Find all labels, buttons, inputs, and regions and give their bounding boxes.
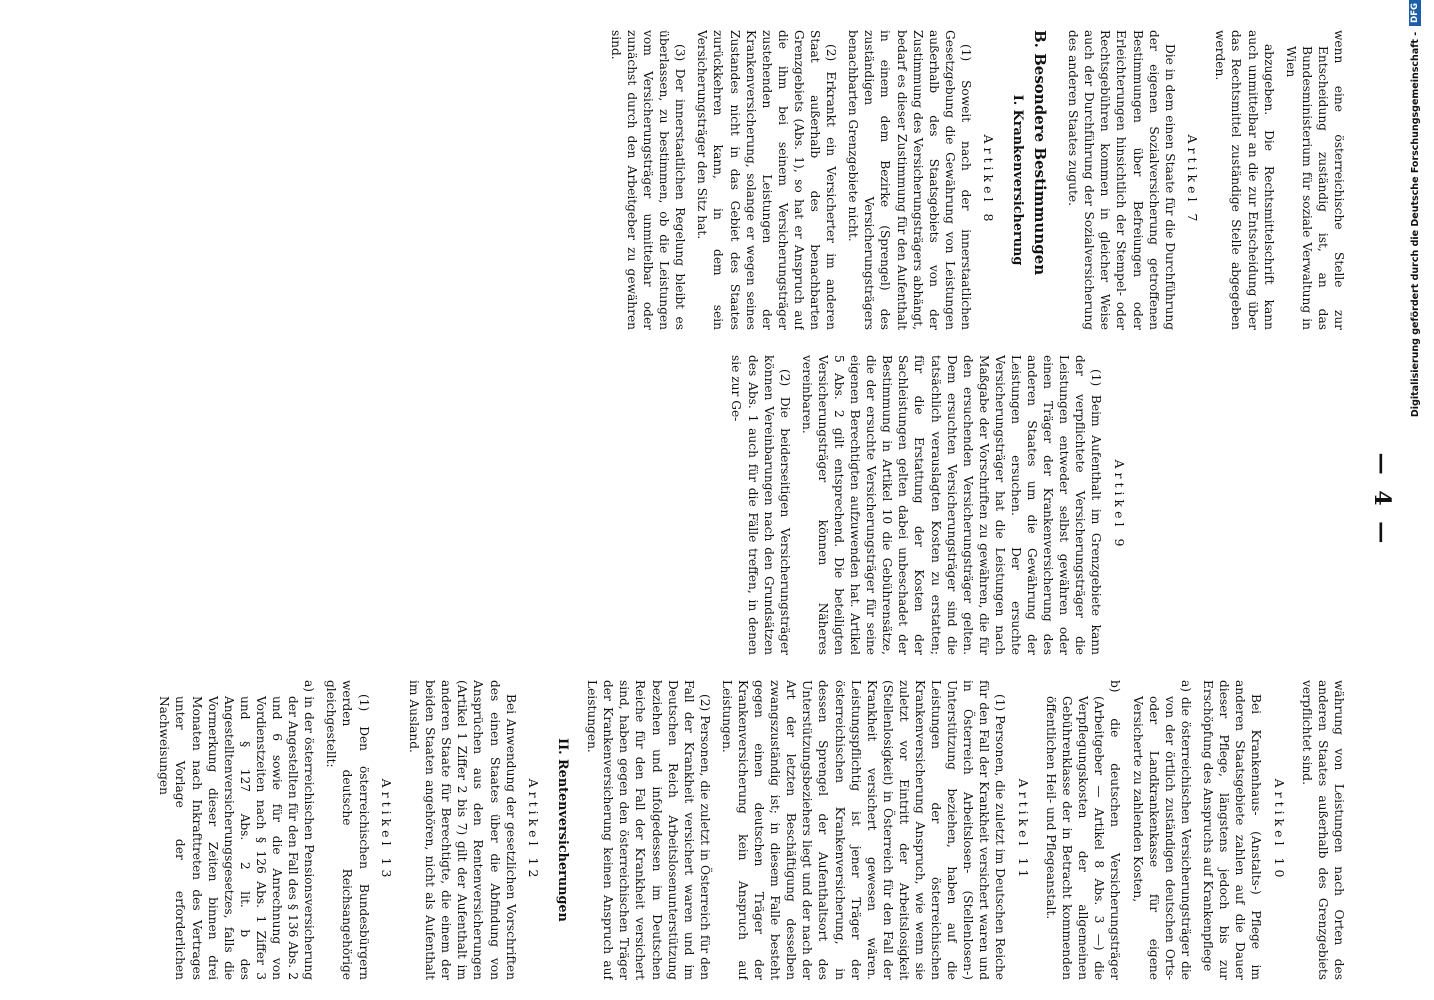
paragraph: (2) Personen, die zuletzt in Österreich für den Fall der Krankheit versichert waren und im Deutschen Reich Arbeitslosenunterstützung beziehen und infolgedessen im Deutschen Reiche für den Fall der Krankheit versichert sind, haben gegen den österreichischen Träger der Krankenversicherung keinen Anspruch auf Leistungen.	[585, 680, 712, 980]
article-heading: Artikel 9	[1112, 459, 1127, 551]
article-heading: Artikel 11	[1016, 778, 1031, 882]
text-columns	[127, 30, 1347, 980]
column-1	[127, 30, 1347, 330]
article-heading: Artikel 7	[1185, 134, 1201, 226]
paragraph: Bei Krankenhaus- (Anstalts-) Pflege im anderen Staatsgebiete zahlen auf die Dauer dieser Pflege, längstens jedoch bis zur Erschöpfung des Anspruchs auf Krankenpflege	[1200, 680, 1264, 980]
paragraph: (3) Der innerstaatlichen Regelung bleibt es überlassen, zu bestimmen, ob die Leistungen vom Versicherungsträger unmittelbar oder zunächst durch den Arbeitgeber zu gewähren sind.	[608, 30, 688, 330]
paragraph: (1) Beim Aufenthalt im Grenzgebiete kann der verpflichtete Versicherungsträger die Leistungen entweder selbst gewähren oder einen Träger der Krankenversicherung des anderen Staates um die Gewährung der Leistungen ersuchen. Der ersuchte Versicherungsträger hat die Leistungen nach Maßgabe der Vorschriften zu gewähren, die für den ersuchenden Versicherungsträger gelten. Dem ersuchten Versicherungsträger sind die tatsächlich verauslagten Kosten zu erstatten; für die Erstattung der Kosten der Sachleistungen gelten dabei unbeschadet der Bestimmung in Artikel 10 die Gebührensätze, die der ersuchte Versicherungsträger für seine eigenen Berechtigten aufzuwenden hat. Artikel 5 Abs. 2 gilt entsprechend. Die beteiligten Versicherungsträger können Näheres vereinbaren.	[799, 355, 1104, 655]
digitization-footer	[1396, 0, 1434, 1000]
paragraph: währung von Leistungen nach Orten des anderen Staates außerhalb des Grenzgebiets verpflichtet sind.	[1299, 680, 1346, 980]
list-item: a) die österreichischen Versicherungsträger die von der örtlich zuständigen deutschen Orts- oder Landkrankenkasse für eigene Versicherte zu zahlenden Kosten,	[1130, 680, 1193, 980]
list-item: a) in der österreichischen Pensionsversicherung der Angestellten für den Fall des § 136 Abs. 2 und 6 sowie für die Anrechnung von Vordienstzeiten nach § 126 Abs. 1 Ziffer 3 und § 127 Abs. 2 lit. b des Angestelltenversicherungsgesetzes, falls die Vormerkung dieser Zeiten binnen drei Monaten nach Inkrafttreten des Vertrages unter Vorlage der erforderlichen Nachweisungen	[157, 680, 317, 980]
subsection-heading: I. Krankenversicherung	[1010, 94, 1026, 266]
paragraph: abzugeben. Die Rechtsmittelschrift kann auch unmittelbar an die zur Entscheidung über das Rechtsmittel zuständige Stelle abgegeben werden.	[1213, 30, 1276, 330]
paragraph: wenn eine österreichische Stelle zur Entscheidung zuständig ist, an das Bundesministerium für soziale Verwaltung in Wien	[1283, 30, 1346, 330]
article-heading: Artikel 13	[379, 778, 395, 882]
column-2	[127, 355, 1347, 655]
footer-text-rotated	[1396, 0, 1434, 1000]
paragraph: (1) Personen, die zuletzt im Deutschen Reiche für den Fall der Krankheit versichert waren und in Österreich Arbeitslosen- (Stellenlosen-) Unterstützung beziehen, haben auf die Leistungen der österreichischen Krankenversicherung Anspruch, wie wenn sie zuletzt vor Eintritt der Arbeitslosigkeit (Stellenlosigkeit) in Österreich für den Fall der Krankheit versichert gewesen wären. Leistungspflichtig ist jener Träger der österreichischen Krankenversicherung, in dessen Sprengel der Aufenthaltsort des Unterstützungsbeziehers liegt und der nach der Art der letzten Beschäftigung desselben zwangszuständig ist; in diesem Falle besteht gegen einen deutschen Träger der Krankenversicherung kein Anspruch auf Leistungen.	[719, 680, 1008, 980]
rotated-document-page	[110, 0, 1405, 1000]
paragraph: (1) Den österreichischen Bundesbürgern werden deutsche Reichsangehörige gleichgestellt:	[324, 680, 371, 980]
list-item: b) die deutschen Versicherungsträger (Arbeitgeber — Artikel 8 Abs. 3 —) die Verpflegungskosten der allgemeinen Gebührenklasse der in Betracht kommenden öffentlichen Heil- und Pflegeanstalt.	[1044, 680, 1123, 980]
paragraph: (1) Soweit nach der innerstaatlichen Gesetzgebung die Gewährung von Leistungen außerhalb des Staatsgebiets von der Zustimmung des Versicherungsträgers abhängt, bedarf es dieser Zustimmung für den Aufenthalt in einem dem Bezirke (Sprengel) des zuständigen Versicherungsträgers benachbarten Grenzgebiete nicht.	[846, 30, 973, 330]
column-3	[127, 680, 1347, 980]
subsection-heading: II. Rentenversicherungen	[555, 738, 571, 922]
article-heading: Artikel 10	[1271, 778, 1287, 882]
paragraph: Bei Anwendung der gesetzlichen Vorschriften des einen Staates über die Abfindung von Ansprüchen aus den Rentenversicherungen (Artikel 1 Ziffer 2 bis 7) gilt der Aufenthalt im anderen Staate für Berechtigte, die einem der beiden Staaten angehören, nicht als Aufenthalt im Ausland.	[407, 680, 518, 980]
paragraph: Die in dem einen Staate für die Durchführung der eigenen Sozialversicherung getroffenen Bestimmungen über Befreiungen oder Erleichterungen hinsichtlich der Stempel- oder Rechtsgebühren kommen in gleicher Weise auch der Durchführung der Sozialversicherung des anderen Staates zugute.	[1066, 30, 1177, 330]
paragraph: (2) Die beiderseitigen Versicherungsträger können Vereinbarungen nach den Grundsätzen des Abs. 1 auch für die Fälle treffen, in denen sie zur Ge-	[729, 355, 792, 655]
article-heading: Artikel 8	[981, 134, 997, 226]
dfg-logo: DFG	[1409, 0, 1421, 26]
article-heading: Artikel 12	[526, 778, 542, 882]
digitization-note: Digitalisierung gefördert durch die Deutsche Forschungsgemeinschaft -	[1409, 31, 1421, 418]
page-number: — 4 —	[1369, 452, 1395, 548]
paragraph: (2) Erkrankt ein Versicherter im anderen Staat außerhalb des benachbarten Grenzgebiets (Abs. 1), so hat er Anspruch auf die ihm bei seinem Versicherungsträger zustehenden Leistungen der Krankenversicherung, solange er wegen seines Zustandes nicht in das Gebiet des Staates zurückkehren kann, in dem sein Versicherungsträger den Sitz hat.	[695, 30, 839, 330]
section-heading: B. Besondere Bestimmungen	[1031, 30, 1050, 276]
